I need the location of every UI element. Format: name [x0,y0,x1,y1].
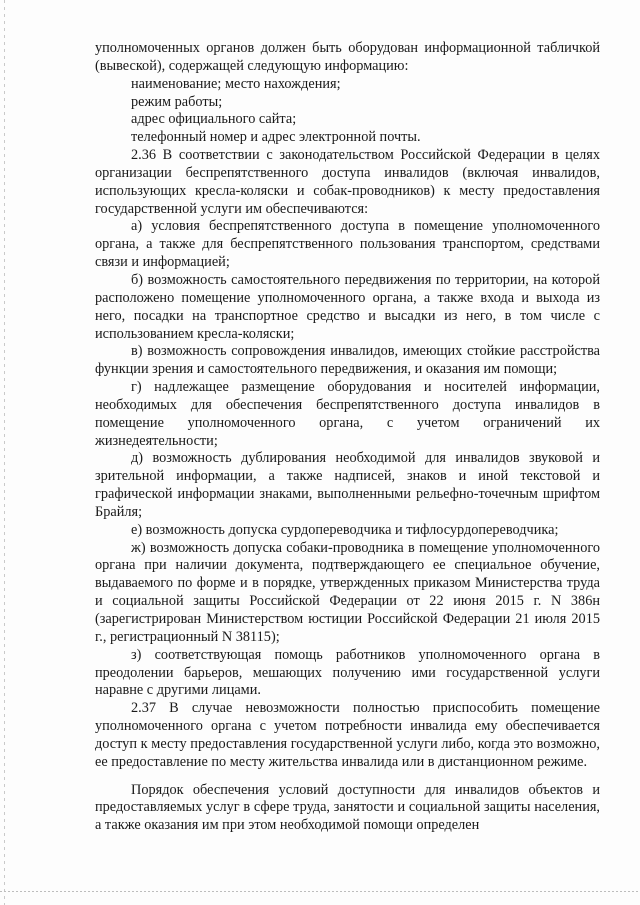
paragraph-item-z: з) соответствующая помощь работников уполномоченного органа в преодолении барьеров, мешающих получению ими государственной услуги наравне с другими лицами. [95,646,600,699]
scan-left-edge [4,0,5,905]
paragraph-name-location: наименование; место нахождения; [131,75,341,92]
paragraph-item-d: д) возможность дублирования необходимой для инвалидов звуковой и зрительной информации, а также надписей, знаков и иной текстовой и графической информации знаками, выполненными рельефно-точечным шрифтом Брайля; [95,450,600,520]
paragraph-continuation: уполномоченных органов должен быть оборудован информационной табличкой (вывеской), содержащей следующую информацию: [95,40,600,74]
paragraph-item-g: г) надлежащее размещение оборудования и носителей информации, необходимых для обеспечения беспрепятственного доступа инвалидов в помещение уполномоченного органа, с учетом ограничений их жизнедеятельности; [95,379,600,449]
document-body [95,40,600,835]
paragraph-item-zh: ж) возможность допуска собаки-проводника в помещение уполномоченного органа при наличии документа, подтверждающего ее специальное обучение, выдаваемого по форме и в порядке, утвержденных приказом Министерства труда и социальной защиты Российской Федерации от 22 июня 2015 г. N 386н (зарегистрирован Министерством юстиции Российской Федерации 21 июля 2015 г., регистрационный N 38115); [95,539,600,645]
paragraph-section-2-37: 2.37 В случае невозможности полностью приспособить помещение уполномоченного органа с учетом потребности инвалида ему обеспечивается доступ к месту предоставления государственной услуги либо, когда это возможно, ее предоставление по месту жительства инвалида или в дистанционном режиме. [95,700,600,770]
paragraph-contacts: телефонный номер и адрес электронной почты. [131,129,421,146]
paragraph-website: адрес официального сайта; [131,111,297,128]
scan-bottom-edge [0,891,640,892]
paragraph-item-v: в) возможность сопровождения инвалидов, имеющих стойкие расстройства функции зрения и самостоятельного передвижения, и оказания им помощи; [95,343,600,378]
paragraph-work-hours: режим работы; [131,93,223,110]
paragraph-section-2-36: 2.36 В соответствии с законодательством Российской Федерации в целях организации беспрепятственного доступа инвалидов (включая инвалидов, использующих кресла-коляски и собак-проводников) к месту предоставления государственной услуги им обеспечиваются: [95,147,600,217]
paragraph-item-e: е) возможность допуска сурдопереводчика и тифлосурдопереводчика; [131,521,559,538]
paragraph-item-a: а) условия беспрепятственного доступа в помещение уполномоченного органа, а также для беспрепятственного пользования транспортом, средствами связи и информацией; [95,218,600,271]
paragraph-accessibility-order: Порядок обеспечения условий доступности для инвалидов объектов и предоставляемых услуг в сфере труда, занятости и социальной защиты населения, а также оказания им при этом необходимой помощи определен [95,781,600,834]
paragraph-item-b: б) возможность самостоятельного передвижения по территории, на которой расположено помещение уполномоченного органа, а также входа и выхода из него, посадки на транспортное средство и высадки из него, в том числе с использованием кресла-коляски; [95,271,600,342]
